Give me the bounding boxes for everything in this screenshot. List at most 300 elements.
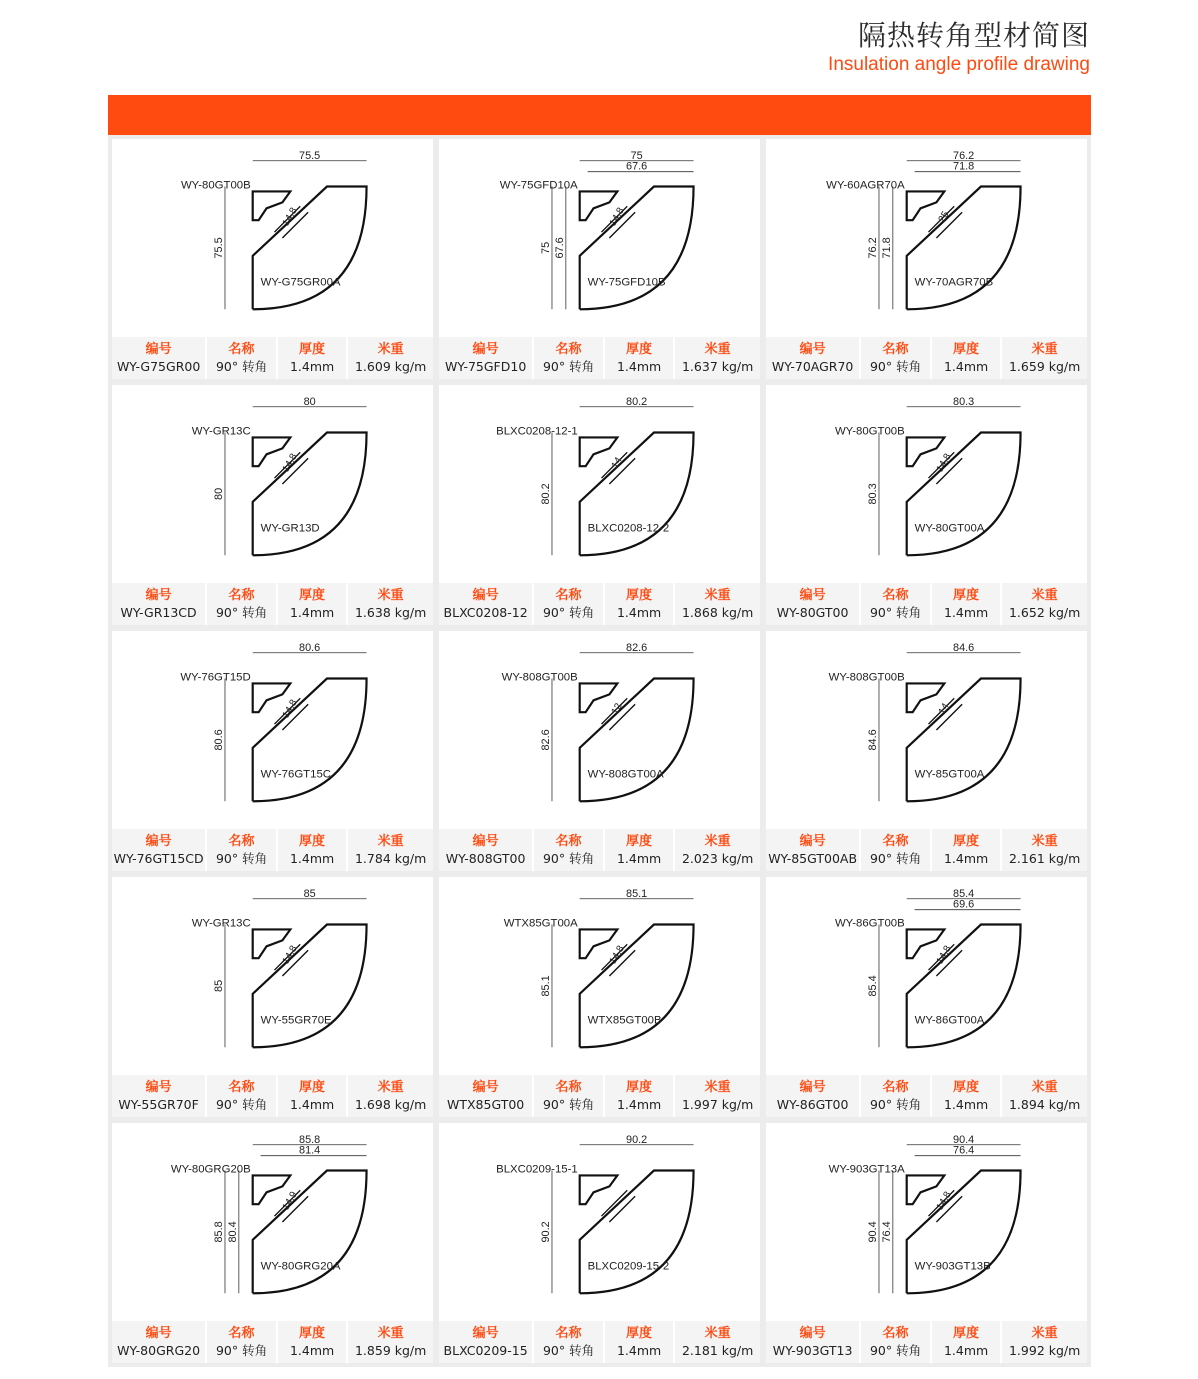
- profile-drawing: [112, 1123, 433, 1321]
- spec-thickness-header: 厚度: [953, 342, 980, 357]
- profile-drawing: [766, 385, 1087, 583]
- spec-code-cell: [439, 1321, 534, 1363]
- part-top-label: WY-60AGR70A: [826, 179, 905, 192]
- spec-code-value: WY-76GT15CD: [113, 851, 204, 866]
- spec-name-value: 90° 转角: [215, 605, 268, 620]
- dimension-top-label: 82.6: [626, 641, 648, 654]
- spec-weight-value: 1.992 kg/m: [1008, 1343, 1081, 1358]
- spec-code-cell: [112, 1321, 207, 1363]
- spec-weight-cell: [1002, 1075, 1087, 1117]
- spec-thickness-value: 1.4mm: [289, 851, 335, 866]
- spec-table: [112, 829, 433, 871]
- spec-weight-header: 米重: [1031, 1080, 1058, 1095]
- spec-code-header: 编号: [472, 1326, 499, 1341]
- spec-thickness-value: 1.4mm: [943, 605, 989, 620]
- spec-name-cell: [534, 1321, 605, 1363]
- dimension-side-label: 85: [213, 979, 226, 992]
- spec-table: [439, 1321, 760, 1363]
- spec-weight-value: 2.023 kg/m: [681, 851, 754, 866]
- spec-table: [439, 1075, 760, 1117]
- spec-code-value: WY-86GT00: [776, 1097, 849, 1112]
- outer-profile-shape: [907, 433, 1021, 556]
- spec-thickness-header: 厚度: [626, 1326, 653, 1341]
- outer-profile-shape: [907, 925, 1021, 1048]
- page-subtitle: Insulation angle profile drawing: [828, 54, 1090, 75]
- spec-weight-value: 1.868 kg/m: [681, 605, 754, 620]
- spec-name-header: 名称: [555, 1080, 582, 1095]
- profile-card-13: [112, 1123, 433, 1363]
- dimension-small-label: 14.8: [934, 451, 954, 475]
- spec-weight-value: 1.637 kg/m: [681, 359, 754, 374]
- spec-thickness-header: 厚度: [299, 1326, 326, 1341]
- dimension-small-label: 25: [936, 209, 952, 225]
- spec-table: [112, 1321, 433, 1363]
- outer-profile-shape: [253, 1171, 367, 1294]
- spec-weight-value: 2.181 kg/m: [681, 1343, 754, 1358]
- dimension-small-label: 14: [609, 455, 625, 471]
- spec-weight-cell: [348, 337, 433, 379]
- spec-code-cell: [112, 583, 207, 625]
- part-top-label: WY-80GT00B: [834, 425, 905, 438]
- dimension-side-label: 90.4: [867, 1221, 880, 1243]
- profile-drawing: [439, 631, 760, 829]
- part-bottom-label: BLXC0209-15-2: [587, 1260, 670, 1273]
- page-title: 隔热转角型材简图: [857, 19, 1090, 52]
- part-top-label: WY-808GT00B: [828, 671, 905, 684]
- part-bottom-label: WY-75GFD10B: [587, 276, 666, 289]
- dimension-side-label: 90.2: [540, 1221, 553, 1243]
- spec-name-header: 名称: [228, 342, 255, 357]
- spec-weight-value: 1.997 kg/m: [681, 1097, 754, 1112]
- spec-name-value: 90° 转角: [215, 359, 268, 374]
- spec-name-header: 名称: [882, 834, 909, 849]
- dimension-top-label: 85.4: [953, 887, 975, 900]
- spec-name-header: 名称: [882, 588, 909, 603]
- dimension-top-label: 80.6: [299, 641, 321, 654]
- dimension-side-label: 80.6: [213, 729, 226, 751]
- spec-weight-header: 米重: [1031, 1326, 1058, 1341]
- dimension-top-label: 71.8: [953, 160, 975, 173]
- spec-thickness-header: 厚度: [953, 1326, 980, 1341]
- spec-name-cell: [861, 337, 932, 379]
- profile-card-15: [766, 1123, 1087, 1363]
- profile-diagram: [766, 385, 1087, 583]
- spec-code-value: WY-85GT00AB: [768, 851, 858, 866]
- spec-weight-cell: [348, 829, 433, 871]
- spec-name-cell: [207, 829, 278, 871]
- spec-code-value: WY-80GT00: [776, 605, 849, 620]
- profile-drawing: [766, 1123, 1087, 1321]
- part-top-label: WY-80GRG20B: [170, 1163, 251, 1176]
- dimension-small-label: 14.8: [934, 943, 954, 967]
- spec-thickness-cell: [278, 1321, 349, 1363]
- spec-table: [112, 1075, 433, 1117]
- outer-profile-shape: [580, 187, 694, 310]
- spec-name-cell: [207, 1075, 278, 1117]
- dimension-small-label: 12: [609, 701, 625, 717]
- profile-card-3: [766, 139, 1087, 379]
- spec-code-value: WY-55GR70F: [118, 1097, 199, 1112]
- spec-code-header: 编号: [472, 342, 499, 357]
- spec-weight-cell: [675, 1075, 760, 1117]
- spec-thickness-cell: [278, 829, 349, 871]
- profile-drawing: [112, 631, 433, 829]
- spec-thickness-cell: [605, 337, 676, 379]
- outer-profile-shape: [580, 679, 694, 802]
- dimension-side-label: 67.6: [553, 237, 566, 259]
- spec-name-header: 名称: [228, 1326, 255, 1341]
- spec-code-cell: [766, 829, 861, 871]
- spec-name-header: 名称: [228, 588, 255, 603]
- spec-thickness-cell: [605, 583, 676, 625]
- spec-weight-cell: [348, 1321, 433, 1363]
- spec-weight-header: 米重: [704, 1080, 731, 1095]
- profile-card-8: [439, 631, 760, 871]
- spec-code-cell: [766, 1075, 861, 1117]
- spec-code-header: 编号: [799, 342, 826, 357]
- profile-diagram: [439, 877, 760, 1075]
- dimension-side-label: 85.4: [867, 975, 880, 997]
- dimension-side-label: 76.2: [867, 237, 880, 259]
- spec-weight-cell: [348, 583, 433, 625]
- spec-name-cell: [861, 1075, 932, 1117]
- spec-weight-header: 米重: [704, 342, 731, 357]
- profile-drawing: [766, 877, 1087, 1075]
- spec-weight-value: 1.698 kg/m: [354, 1097, 427, 1112]
- profile-card-6: [766, 385, 1087, 625]
- spec-weight-value: 1.784 kg/m: [354, 851, 427, 866]
- spec-name-cell: [861, 829, 932, 871]
- spec-name-value: 90° 转角: [215, 1097, 268, 1112]
- spec-code-cell: [112, 1075, 207, 1117]
- spec-name-cell: [207, 583, 278, 625]
- profile-drawing: [112, 877, 433, 1075]
- outer-profile-shape: [253, 679, 367, 802]
- part-bottom-label: WY-80GRG20A: [260, 1260, 341, 1273]
- spec-thickness-value: 1.4mm: [616, 1343, 662, 1358]
- spec-code-cell: [439, 1075, 534, 1117]
- outer-profile-shape: [253, 925, 367, 1048]
- spec-name-value: 90° 转角: [869, 359, 922, 374]
- spec-table: [439, 337, 760, 379]
- dimension-side-label: 75.5: [213, 237, 226, 259]
- spec-name-value: 90° 转角: [542, 605, 595, 620]
- profile-diagram: [766, 631, 1087, 829]
- spec-name-header: 名称: [882, 1326, 909, 1341]
- spec-thickness-header: 厚度: [299, 1080, 326, 1095]
- spec-weight-cell: [675, 1321, 760, 1363]
- spec-weight-cell: [675, 829, 760, 871]
- spec-code-value: WY-75GFD10: [444, 359, 527, 374]
- spec-code-header: 编号: [145, 588, 172, 603]
- part-bottom-label: BLXC0208-12-2: [587, 522, 670, 535]
- spec-table: [766, 337, 1087, 379]
- spec-thickness-cell: [932, 829, 1003, 871]
- profile-card-1: [112, 139, 433, 379]
- part-bottom-label: WY-GR13D: [260, 522, 320, 535]
- dimension-small-label: 14: [936, 701, 952, 717]
- spec-thickness-cell: [932, 583, 1003, 625]
- spec-code-value: WTX85GT00: [446, 1097, 525, 1112]
- spec-thickness-cell: [278, 1075, 349, 1117]
- spec-name-value: 90° 转角: [215, 1343, 268, 1358]
- dimension-side-label: 80.3: [867, 483, 880, 505]
- spec-weight-cell: [1002, 583, 1087, 625]
- spec-weight-header: 米重: [377, 1326, 404, 1341]
- profile-card-12: [766, 877, 1087, 1117]
- dimension-top-label: 80.3: [953, 395, 975, 408]
- spec-name-value: 90° 转角: [542, 359, 595, 374]
- spec-code-cell: [112, 829, 207, 871]
- spec-code-value: WY-808GT00: [445, 851, 526, 866]
- spec-name-cell: [861, 583, 932, 625]
- spec-thickness-header: 厚度: [626, 1080, 653, 1095]
- part-top-label: BLXC0209-15-1: [496, 1163, 578, 1176]
- spec-thickness-value: 1.4mm: [616, 605, 662, 620]
- spec-code-header: 编号: [472, 834, 499, 849]
- spec-code-cell: [766, 583, 861, 625]
- spec-thickness-cell: [932, 1321, 1003, 1363]
- profile-diagram: [112, 1123, 433, 1321]
- spec-weight-cell: [348, 1075, 433, 1117]
- profile-drawing: [112, 139, 433, 337]
- profile-card-4: [112, 385, 433, 625]
- outer-profile-shape: [580, 925, 694, 1048]
- outer-profile-shape: [580, 1171, 694, 1294]
- profile-drawing: [439, 877, 760, 1075]
- dimension-side-label: 71.8: [880, 237, 893, 259]
- spec-thickness-cell: [932, 1075, 1003, 1117]
- dimension-top-label: 75: [630, 149, 643, 162]
- thermal-strip-line: [601, 1190, 627, 1216]
- profile-diagram: [439, 139, 760, 337]
- dimension-side-label: 84.6: [867, 729, 880, 751]
- spec-weight-header: 米重: [1031, 588, 1058, 603]
- spec-thickness-header: 厚度: [299, 834, 326, 849]
- part-bottom-label: WY-55GR70E: [260, 1014, 332, 1027]
- spec-name-header: 名称: [555, 588, 582, 603]
- profile-diagram: [766, 139, 1087, 337]
- outer-profile-shape: [907, 187, 1021, 310]
- part-bottom-label: WY-70AGR70B: [914, 276, 994, 289]
- spec-code-header: 编号: [799, 1080, 826, 1095]
- part-top-label: WY-75GFD10A: [499, 179, 578, 192]
- spec-thickness-value: 1.4mm: [616, 359, 662, 374]
- spec-code-header: 编号: [472, 1080, 499, 1095]
- part-bottom-label: WTX85GT00B: [587, 1014, 662, 1027]
- dimension-side-label: 75: [540, 241, 553, 254]
- spec-name-value: 90° 转角: [542, 851, 595, 866]
- dimension-top-label: 84.6: [953, 641, 975, 654]
- spec-weight-cell: [1002, 829, 1087, 871]
- outer-profile-shape: [253, 433, 367, 556]
- spec-name-cell: [534, 829, 605, 871]
- spec-weight-value: 1.609 kg/m: [354, 359, 427, 374]
- spec-code-value: BLXC0209-15: [443, 1343, 528, 1358]
- accent-header-bar: [108, 95, 1091, 135]
- profile-card-7: [112, 631, 433, 871]
- part-bottom-label: WY-808GT00A: [587, 768, 664, 781]
- part-top-label: WTX85GT00A: [503, 917, 578, 930]
- spec-thickness-cell: [605, 1075, 676, 1117]
- spec-table: [112, 583, 433, 625]
- spec-weight-header: 米重: [377, 1080, 404, 1095]
- spec-weight-header: 米重: [704, 588, 731, 603]
- spec-thickness-cell: [932, 337, 1003, 379]
- spec-weight-value: 2.161 kg/m: [1008, 851, 1081, 866]
- dimension-small-label: 14.8: [607, 205, 627, 229]
- outer-profile-shape: [580, 433, 694, 556]
- spec-weight-cell: [675, 583, 760, 625]
- part-bottom-label: WY-G75GR00A: [260, 276, 341, 289]
- spec-code-cell: [439, 337, 534, 379]
- dimension-top-label: 80.2: [626, 395, 648, 408]
- spec-code-header: 编号: [145, 834, 172, 849]
- spec-code-value: WY-903GT13: [772, 1343, 853, 1358]
- spec-weight-value: 1.659 kg/m: [1008, 359, 1081, 374]
- part-top-label: WY-GR13C: [191, 425, 251, 438]
- spec-thickness-cell: [278, 583, 349, 625]
- spec-name-header: 名称: [882, 1080, 909, 1095]
- spec-thickness-header: 厚度: [299, 342, 326, 357]
- inner-profile-shape: [580, 1175, 618, 1204]
- spec-name-cell: [534, 1075, 605, 1117]
- spec-weight-header: 米重: [377, 834, 404, 849]
- spec-code-header: 编号: [145, 1326, 172, 1341]
- part-top-label: WY-903GT13A: [828, 1163, 905, 1176]
- dimension-side-label: 85.1: [540, 975, 553, 997]
- profile-diagram: [766, 877, 1087, 1075]
- spec-thickness-value: 1.4mm: [943, 1343, 989, 1358]
- spec-thickness-header: 厚度: [626, 834, 653, 849]
- spec-name-cell: [861, 1321, 932, 1363]
- spec-table: [766, 1075, 1087, 1117]
- dimension-side-label: 80: [213, 487, 226, 500]
- spec-code-header: 编号: [799, 834, 826, 849]
- spec-weight-header: 米重: [1031, 834, 1058, 849]
- profile-card-14: [439, 1123, 760, 1363]
- spec-weight-header: 米重: [704, 1326, 731, 1341]
- dimension-side-label: 85.8: [213, 1221, 226, 1243]
- outer-profile-shape: [253, 187, 367, 310]
- spec-name-header: 名称: [228, 834, 255, 849]
- dimension-side-label: 80.2: [540, 483, 553, 505]
- outer-profile-shape: [907, 679, 1021, 802]
- spec-code-value: WY-GR13CD: [120, 605, 197, 620]
- dimension-top-label: 76.2: [953, 149, 975, 162]
- part-bottom-label: WY-85GT00A: [914, 768, 985, 781]
- spec-thickness-header: 厚度: [953, 834, 980, 849]
- profile-card-5: [439, 385, 760, 625]
- profile-card-11: [439, 877, 760, 1117]
- spec-name-cell: [534, 337, 605, 379]
- spec-name-value: 90° 转角: [869, 605, 922, 620]
- profile-grid: [108, 135, 1091, 1367]
- profile-drawing: [766, 631, 1087, 829]
- dimension-side-label: 82.6: [540, 729, 553, 751]
- dimension-top-label: 75.5: [299, 149, 321, 162]
- spec-thickness-value: 1.4mm: [943, 851, 989, 866]
- dimension-top-label: 85.1: [626, 887, 648, 900]
- spec-weight-header: 米重: [377, 342, 404, 357]
- spec-name-header: 名称: [228, 1080, 255, 1095]
- dimension-top-label: 69.6: [953, 898, 975, 911]
- spec-name-cell: [207, 1321, 278, 1363]
- spec-name-value: 90° 转角: [869, 1097, 922, 1112]
- spec-thickness-value: 1.4mm: [289, 1343, 335, 1358]
- spec-name-value: 90° 转角: [542, 1097, 595, 1112]
- spec-name-header: 名称: [555, 342, 582, 357]
- dimension-side-label: 76.4: [880, 1221, 893, 1243]
- dimension-small-label: 14.8: [607, 943, 627, 967]
- profile-diagram: [112, 139, 433, 337]
- spec-code-header: 编号: [799, 588, 826, 603]
- part-bottom-label: WY-80GT00A: [914, 522, 985, 535]
- spec-weight-header: 米重: [1031, 342, 1058, 357]
- spec-weight-value: 1.638 kg/m: [354, 605, 427, 620]
- spec-table: [439, 583, 760, 625]
- dimension-small-label: 14.8: [280, 943, 300, 967]
- spec-weight-value: 1.859 kg/m: [354, 1343, 427, 1358]
- spec-thickness-value: 1.4mm: [289, 605, 335, 620]
- spec-thickness-header: 厚度: [626, 342, 653, 357]
- profile-drawing: [439, 1123, 760, 1321]
- spec-thickness-header: 厚度: [299, 588, 326, 603]
- dimension-top-label: 85.8: [299, 1133, 321, 1146]
- spec-weight-cell: [1002, 1321, 1087, 1363]
- spec-name-value: 90° 转角: [869, 851, 922, 866]
- profile-diagram: [439, 631, 760, 829]
- dimension-top-label: 81.4: [299, 1144, 321, 1157]
- spec-weight-header: 米重: [377, 588, 404, 603]
- spec-thickness-value: 1.4mm: [289, 1097, 335, 1112]
- spec-table: [112, 337, 433, 379]
- spec-code-cell: [439, 583, 534, 625]
- dimension-top-label: 67.6: [626, 160, 648, 173]
- spec-name-cell: [534, 583, 605, 625]
- spec-code-value: WY-G75GR00: [116, 359, 201, 374]
- spec-thickness-header: 厚度: [953, 588, 980, 603]
- spec-name-value: 90° 转角: [215, 851, 268, 866]
- part-top-label: WY-86GT00B: [834, 917, 905, 930]
- profile-drawing: [766, 139, 1087, 337]
- dimension-small-label: 14.9: [280, 1189, 300, 1213]
- profile-drawing: [112, 385, 433, 583]
- part-top-label: BLXC0208-12-1: [496, 425, 578, 438]
- spec-thickness-cell: [278, 337, 349, 379]
- spec-code-header: 编号: [472, 588, 499, 603]
- spec-weight-cell: [675, 337, 760, 379]
- spec-table: [439, 829, 760, 871]
- dimension-small-label: 14.8: [280, 205, 300, 229]
- profile-diagram: [439, 385, 760, 583]
- spec-code-value: WY-80GRG20: [117, 1343, 201, 1358]
- profile-card-9: [766, 631, 1087, 871]
- spec-code-cell: [766, 1321, 861, 1363]
- spec-code-value: WY-70AGR70: [771, 359, 854, 374]
- dimension-top-label: 90.4: [953, 1133, 975, 1146]
- spec-code-header: 编号: [799, 1326, 826, 1341]
- spec-code-value: BLXC0208-12: [443, 605, 528, 620]
- spec-weight-value: 1.652 kg/m: [1008, 605, 1081, 620]
- spec-thickness-value: 1.4mm: [616, 851, 662, 866]
- dimension-top-label: 90.2: [626, 1133, 648, 1146]
- dimension-small-label: 14.8: [280, 451, 300, 475]
- spec-thickness-cell: [605, 1321, 676, 1363]
- dimension-small-label: 14.8: [934, 1189, 954, 1213]
- spec-thickness-cell: [605, 829, 676, 871]
- part-bottom-label: WY-86GT00A: [914, 1014, 985, 1027]
